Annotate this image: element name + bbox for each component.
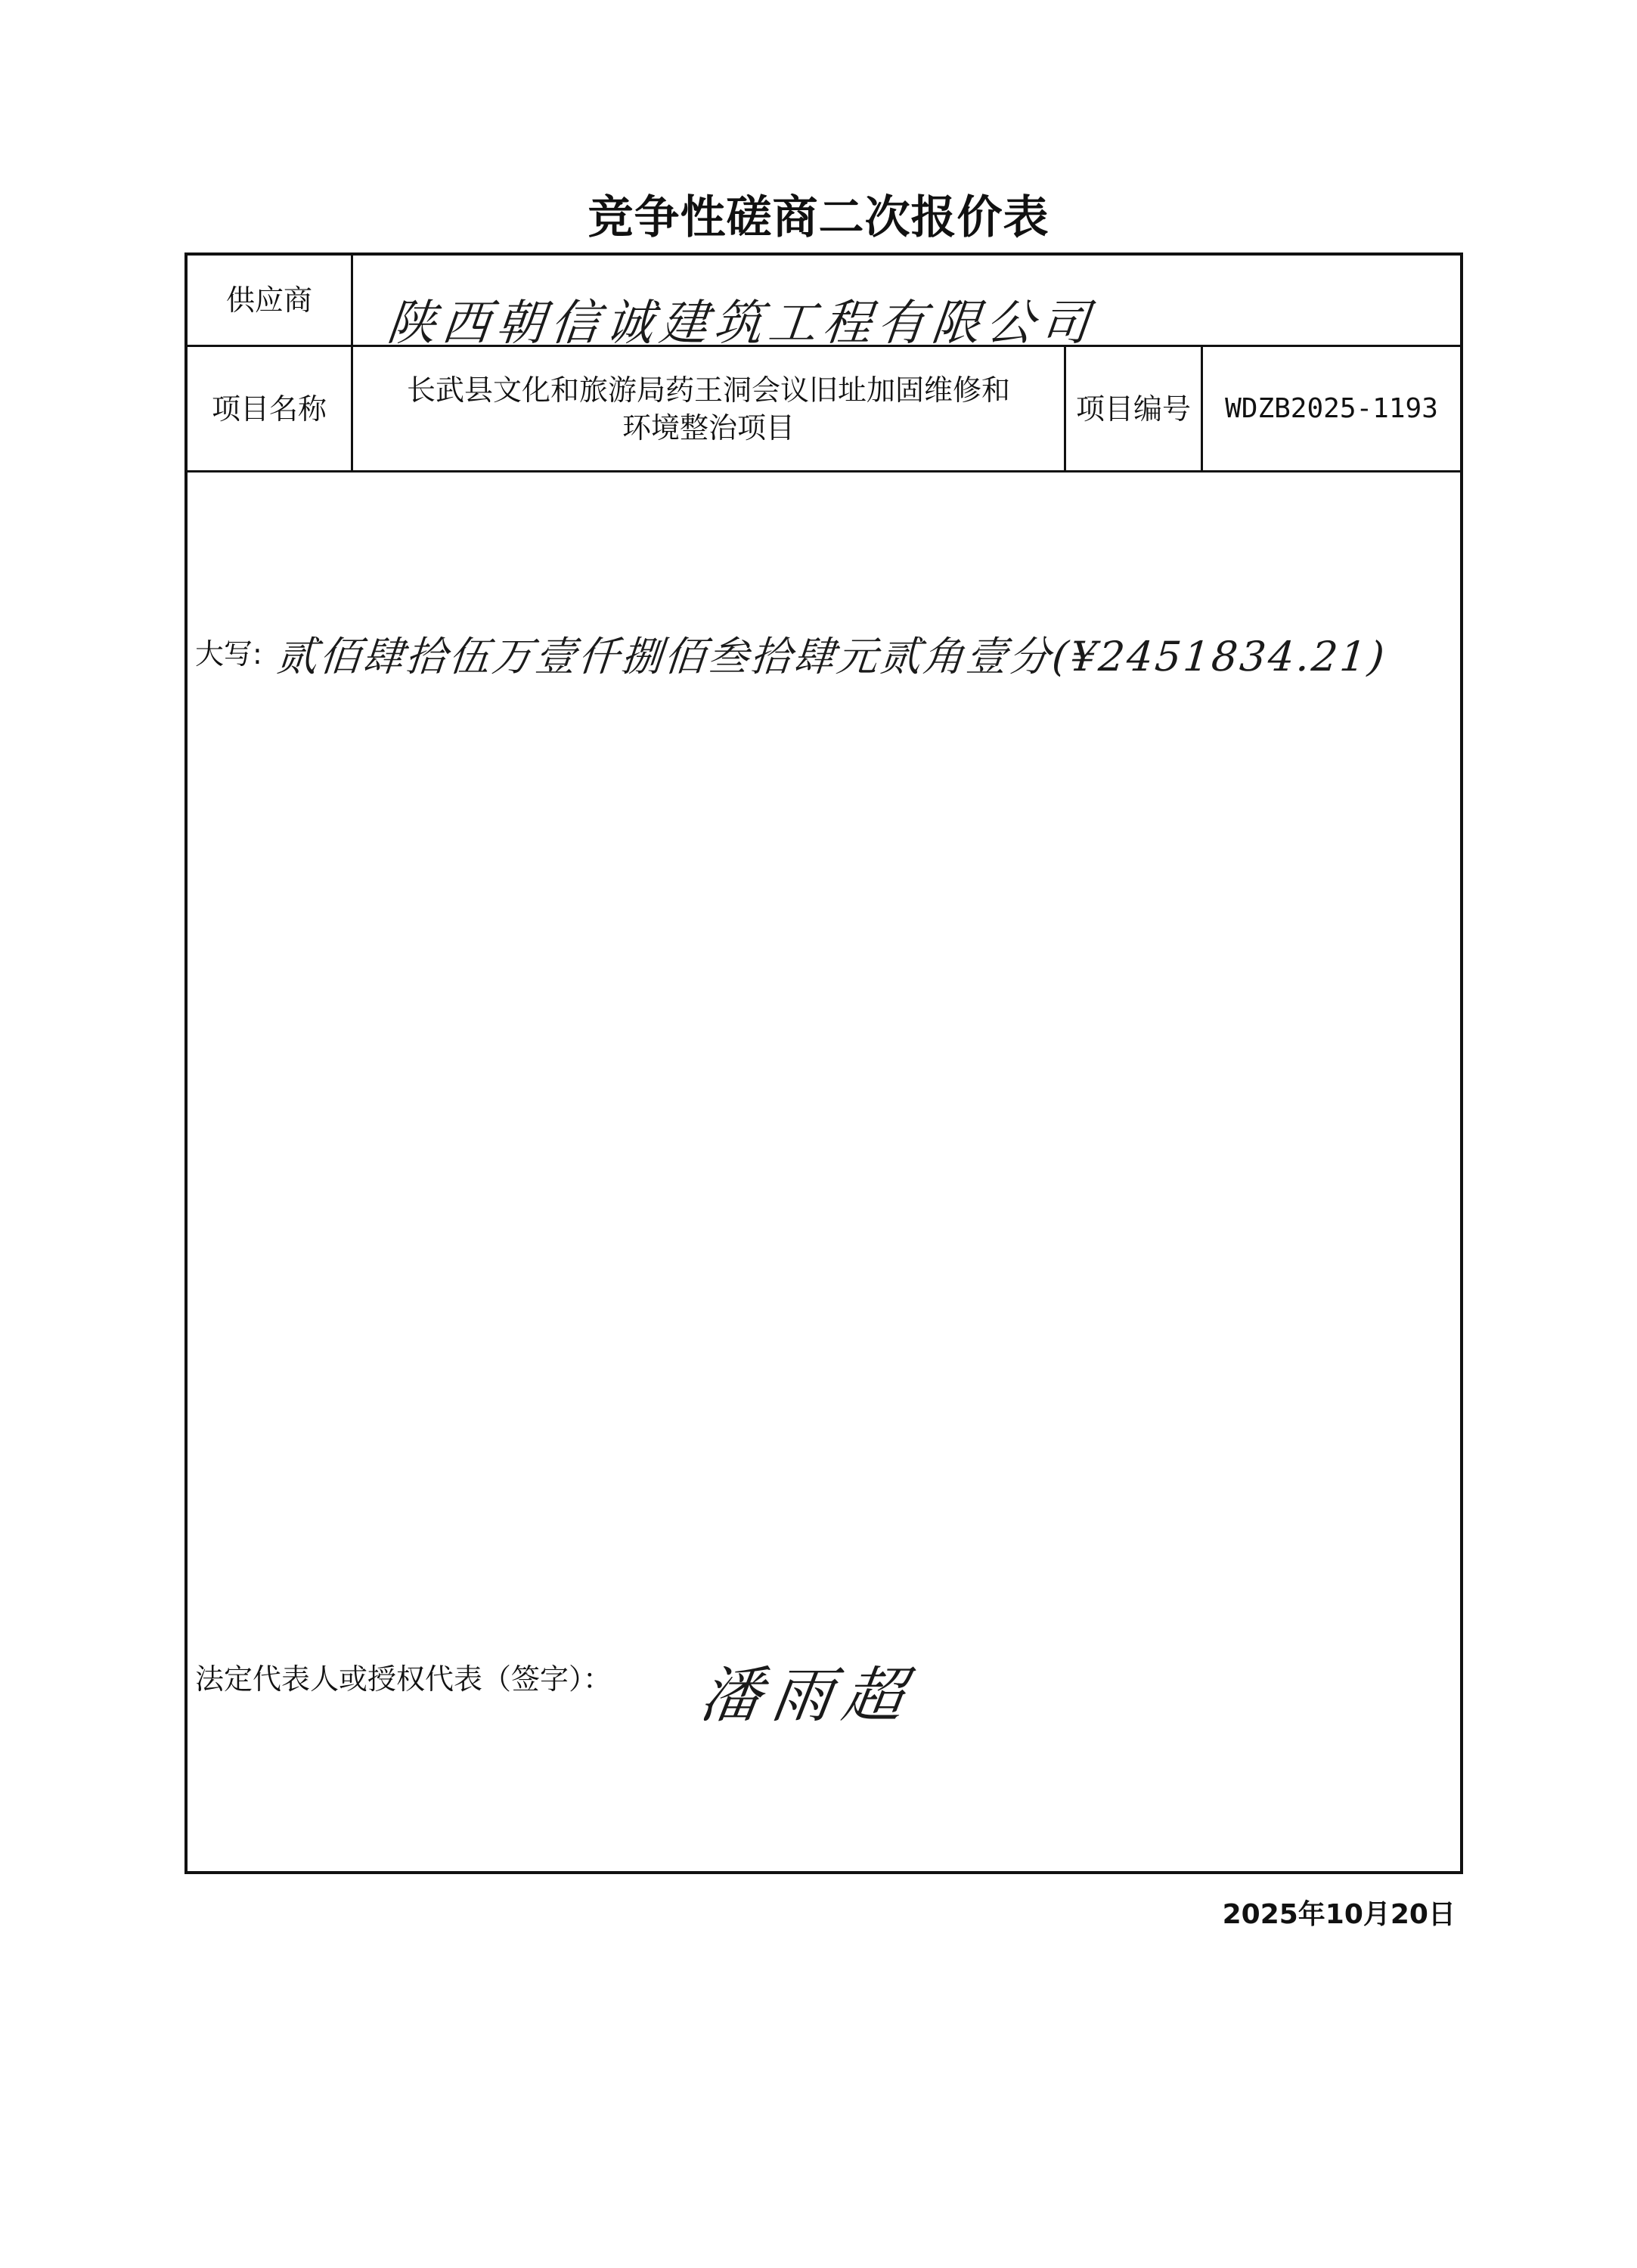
col-divider-2	[1064, 345, 1066, 472]
supplier-label: 供应商	[225, 284, 312, 317]
row-divider-2	[188, 470, 1460, 472]
form-title: 竞争性磋商二次报价表	[588, 191, 1049, 244]
project-name-value	[353, 347, 1064, 470]
signature-value: 潘雨超	[696, 1660, 919, 1730]
col-divider-1	[351, 256, 353, 472]
project-name-label: 项目名称	[211, 392, 327, 426]
col-divider-3	[1201, 345, 1203, 472]
project-number-value: WDZB2025-1193	[1225, 392, 1438, 424]
amount-label: 大写:	[195, 637, 262, 671]
amount-value: 贰佰肆拾伍万壹仟捌佰叁拾肆元贰角壹分(¥2451834.21)	[274, 633, 1389, 680]
supplier-value: 陕西朝信诚建筑工程有限公司	[384, 296, 1099, 352]
project-number-label: 项目编号	[1075, 392, 1191, 426]
project-name-line-2: 环境整治项目	[622, 411, 795, 445]
form-date: 2025年10月20日	[1222, 1899, 1456, 1930]
signature-label: 法定代表人或授权代表（签字）：	[195, 1662, 612, 1696]
project-name-line-1: 长武县文化和旅游局药王洞会议旧址加固维修和	[406, 373, 1010, 407]
quotation-form	[184, 253, 1463, 1874]
